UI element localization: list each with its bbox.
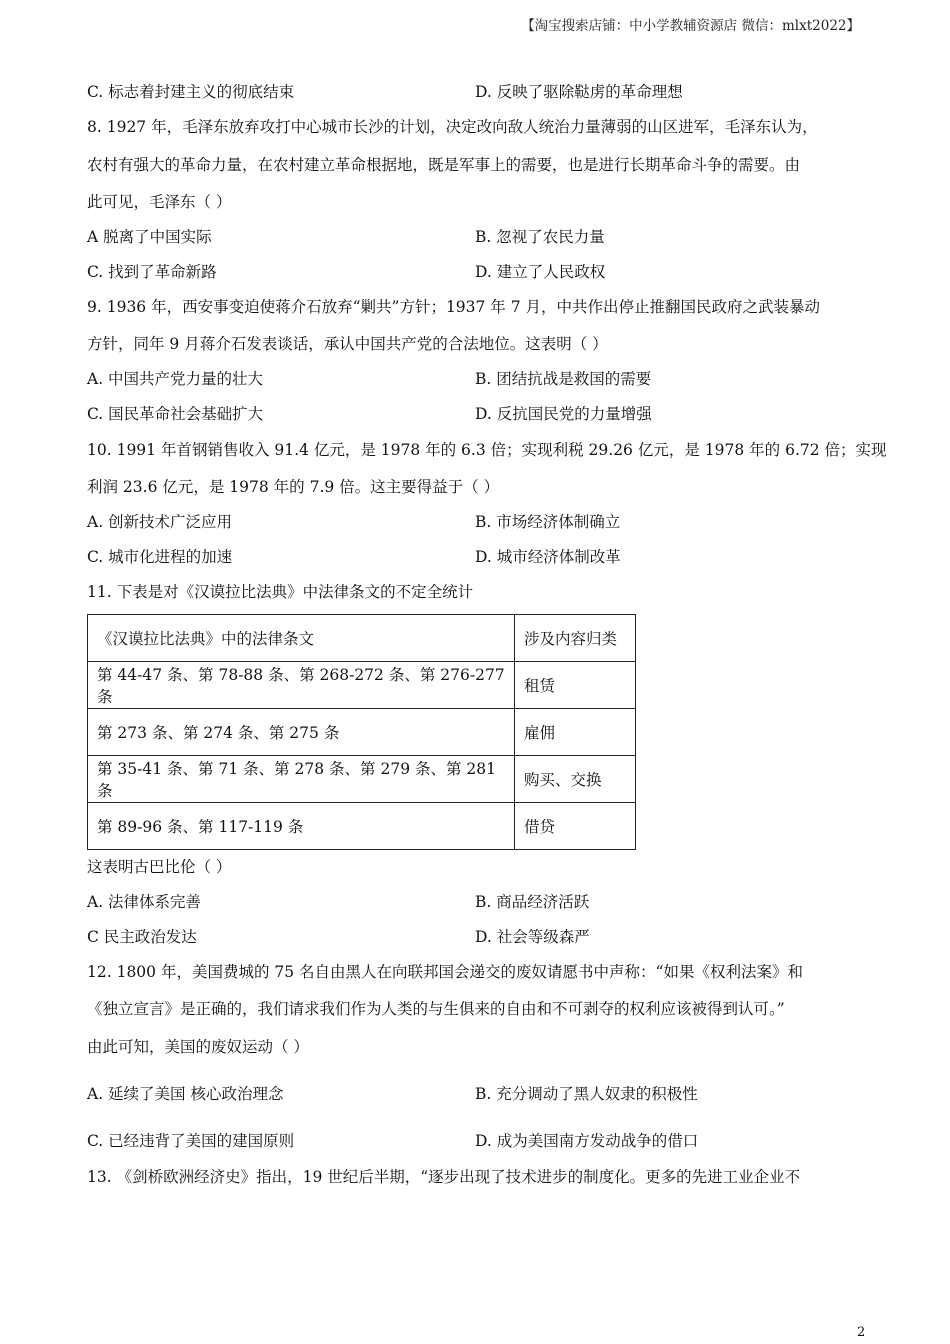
table-cell-articles: 第 35-41 条、第 71 条、第 278 条、第 279 条、第 281 条 — [88, 756, 515, 803]
q10-option-d: D. 城市经济体制改革 — [475, 548, 621, 566]
q13-stem-line-1: 13. 《剑桥欧洲经济史》指出，19 世纪后半期，“逐步出现了技术进步的制度化。更多的先进工业企业不 — [87, 1168, 801, 1186]
q12-option-c: C. 已经违背了美国的建国原则 — [87, 1132, 295, 1150]
q8-stem-line-2: 农村有强大的革命力量，在农村建立革命根据地，既是军事上的需要，也是进行长期革命斗争的需要。由 — [87, 156, 801, 174]
page-number: 2 — [857, 1325, 866, 1340]
q7-option-c: C. 标志着封建主义的彻底结束 — [87, 83, 295, 101]
q12-option-d: D. 成为美国南方发动战争的借口 — [475, 1132, 699, 1150]
table-cell-category: 雇佣 — [515, 709, 636, 756]
table-cell-category: 购买、交换 — [515, 756, 636, 803]
q9-option-c: C. 国民革命社会基础扩大 — [87, 405, 264, 423]
q10-option-a: A. 创新技术广泛应用 — [87, 513, 233, 531]
q11-option-d: D. 社会等级森严 — [475, 928, 590, 946]
q9-option-d: D. 反抗国民党的力量增强 — [475, 405, 652, 423]
table-cell-articles: 第 44-47 条、第 78-88 条、第 268-272 条、第 276-277 条 — [88, 662, 515, 709]
q12-stem-line-1: 12. 1800 年，美国费城的 75 名自由黑人在向联邦国会递交的废奴请愿书中声称：“如果《权利法案》和 — [87, 963, 803, 981]
page-header-watermark: 【淘宝搜索店铺：中小学教辅资源店 微信：mlxt2022】 — [521, 18, 860, 34]
q8-stem-line-1: 8. 1927 年，毛泽东放弃攻打中心城市长沙的计划，决定改向敌人统治力量薄弱的山区进军，毛泽东认为， — [87, 118, 818, 136]
q10-option-c: C. 城市化进程的加速 — [87, 548, 233, 566]
q10-option-b: B. 市场经济体制确立 — [475, 513, 621, 531]
q12-stem-line-2: 《独立宣言》是正确的，我们请求我们作为人类的与生俱来的自由和不可剥夺的权利应该被得到认可。” — [87, 1000, 785, 1018]
q11-option-c: C 民主政治发达 — [87, 928, 197, 946]
table-row — [88, 709, 636, 756]
table-header-row — [88, 615, 636, 662]
q9-option-a: A. 中国共产党力量的壮大 — [87, 370, 264, 388]
table-cell-articles: 第 273 条、第 274 条、第 275 条 — [88, 709, 515, 756]
q11-intro: 11. 下表是对《汉谟拉比法典》中法律条文的不定全统计 — [87, 583, 474, 601]
q12-option-b: B. 充分调动了黑人奴隶的积极性 — [475, 1085, 698, 1103]
q8-stem-line-3: 此可见，毛泽东（ ） — [87, 193, 232, 211]
q12-stem-line-3: 由此可知，美国的废奴运动（ ） — [87, 1038, 309, 1056]
q9-option-b: B. 团结抗战是救国的需要 — [475, 370, 652, 388]
q8-option-b: B. 忽视了农民力量 — [475, 228, 605, 246]
q8-option-a: A 脱离了中国实际 — [87, 228, 212, 246]
table-cell-category: 借贷 — [515, 803, 636, 850]
q10-stem-line-1: 10. 1991 年首钢销售收入 91.4 亿元，是 1978 年的 6.3 倍；实现利税 29.26 亿元，是 1978 年的 6.72 倍；实现 — [87, 441, 887, 459]
table-header-cell: 《汉谟拉比法典》中的法律条文 — [88, 615, 515, 662]
table-cell-category: 租赁 — [515, 662, 636, 709]
table-header-cell: 涉及内容归类 — [515, 615, 636, 662]
q11-stem: 这表明古巴比伦（ ） — [87, 858, 232, 876]
table-row — [88, 756, 636, 803]
table-row — [88, 662, 636, 709]
q8-option-c: C. 找到了革命新路 — [87, 263, 217, 281]
q9-stem-line-2: 方针，同年 9 月蒋介石发表谈话，承认中国共产党的合法地位。这表明（ ） — [87, 335, 608, 353]
q11-option-b: B. 商品经济活跃 — [475, 893, 590, 911]
law-statistics-table — [87, 614, 636, 850]
table-row — [88, 803, 636, 850]
q10-stem-line-2: 利润 23.6 亿元，是 1978 年的 7.9 倍。这主要得益于（ ） — [87, 478, 500, 496]
table-cell-articles: 第 89-96 条、第 117-119 条 — [88, 803, 515, 850]
q11-option-a: A. 法律体系完善 — [87, 893, 202, 911]
q12-option-a: A. 延续了美国 核心政治理念 — [87, 1085, 284, 1103]
q7-option-d: D. 反映了驱除鞑虏的革命理想 — [475, 83, 683, 101]
q9-stem-line-1: 9. 1936 年，西安事变迫使蒋介石放弃“剿共”方针；1937 年 7 月，中共作出停止推翻国民政府之武装暴动 — [87, 298, 821, 316]
q8-option-d: D. 建立了人民政权 — [475, 263, 606, 281]
